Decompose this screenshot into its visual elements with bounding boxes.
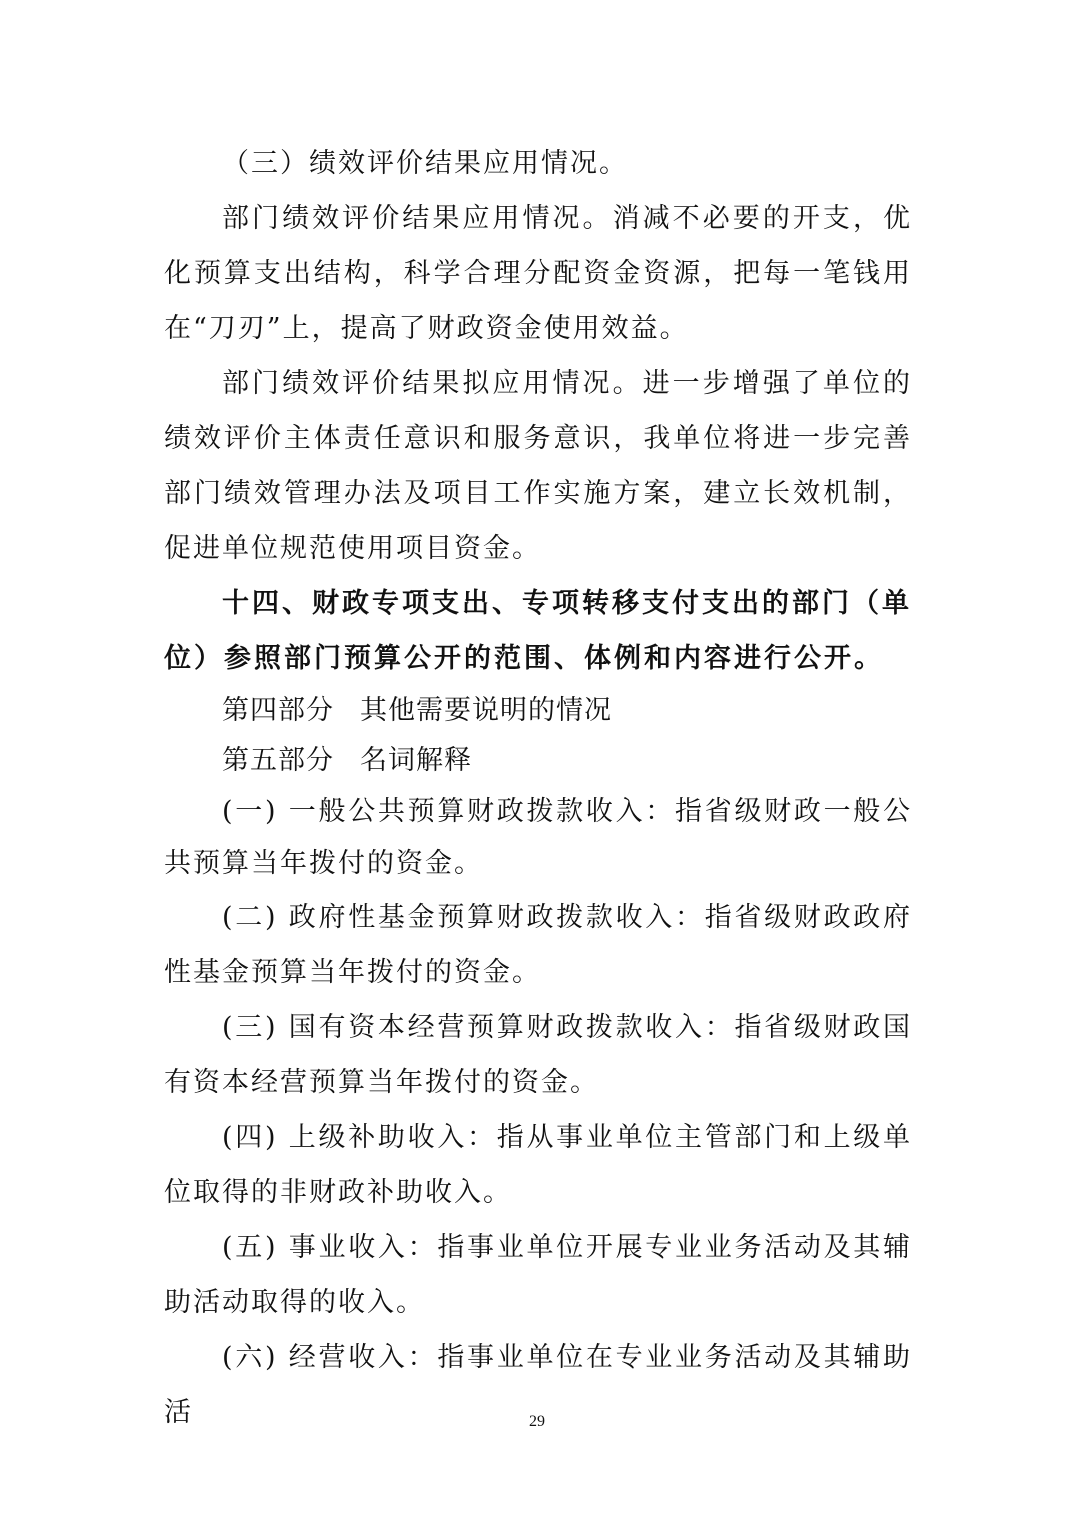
paragraph-results-applied: 部门绩效评价结果应用情况。消减不必要的开支，优化预算支出结构，科学合理分配资金资源，把每一笔钱用在“刀刃”上，提高了财政资金使用效益。 — [164, 203, 912, 344]
page-content — [164, 136, 912, 1440]
part-five-title: 名词解释 — [360, 745, 472, 776]
section-subheading: （三）绩效评价结果应用情况。 — [222, 148, 628, 179]
term-definition: (一) 一般公共预算财政拨款收入：指省级财政一般公共预算当年拨付的资金。 — [164, 796, 912, 879]
term-definition: (四) 上级补助收入：指从事业单位主管部门和上级单位取得的非财政补助收入。 — [164, 1122, 912, 1208]
part-five-heading — [164, 736, 912, 786]
part-five-label: 第五部分 — [222, 745, 334, 776]
term-definition: (六) 经营收入：指事业单位在专业业务活动及其辅助活 — [164, 1342, 912, 1428]
page-number: 29 — [529, 1413, 545, 1430]
part-four-title: 其他需要说明的情况 — [360, 695, 612, 726]
term-definition: (三) 国有资本经营预算财政拨款收入：指省级财政国有资本经营预算当年拨付的资金。 — [164, 1012, 912, 1098]
paragraph-results-planned: 部门绩效评价结果拟应用情况。进一步增强了单位的绩效评价主体责任意识和服务意识，我单位将进一步完善部门绩效管理办法及项目工作实施方案，建立长效机制，促进单位规范使用项目资金。 — [164, 368, 912, 564]
item-fourteen-heading: 十四、财政专项支出、专项转移支付支出的部门（单位）参照部门预算公开的范围、体例和内容进行公开。 — [164, 588, 912, 674]
term-definition: (二) 政府性基金预算财政拨款收入：指省级财政政府性基金预算当年拨付的资金。 — [164, 902, 912, 988]
part-four-label: 第四部分 — [222, 695, 334, 726]
part-four-heading — [164, 686, 912, 736]
term-definition: (五) 事业收入：指事业单位开展专业业务活动及其辅助活动取得的收入。 — [164, 1232, 912, 1318]
